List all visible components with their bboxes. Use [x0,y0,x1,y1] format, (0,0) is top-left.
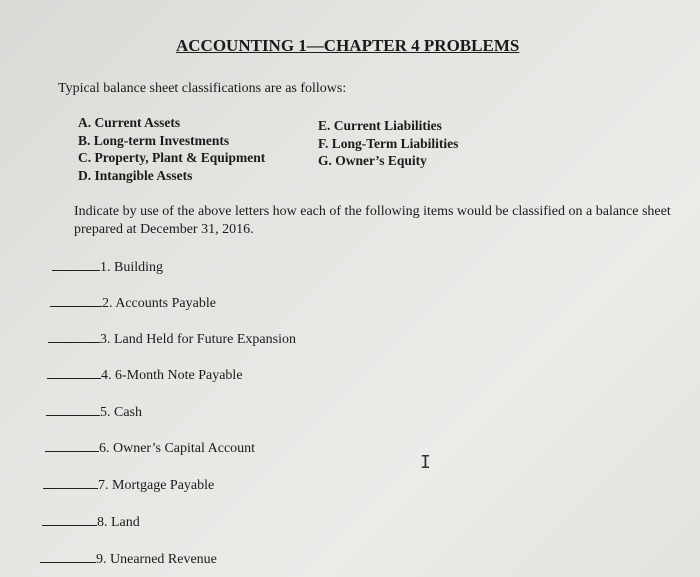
instructions-text: Indicate by use of the above letters how each of the following items would be classified on a balance sheet prepared at December 31, 2016. [74,204,671,237]
answer-blank[interactable] [40,548,96,563]
answer-blank[interactable] [45,437,99,452]
item-mortgage-payable [43,474,214,494]
item-land [42,511,140,531]
classification-b: B. Long-term Investments [78,132,230,148]
item-label: 2. Accounts Payable [102,296,216,311]
text-cursor-icon: I [420,452,431,473]
item-label: 8. Land [97,515,140,530]
answer-blank[interactable] [43,474,98,489]
item-label: 7. Mortgage Payable [98,478,215,493]
page-title: ACCOUNTING 1—CHAPTER 4 PROBLEMS [176,36,520,55]
item-unearned-revenue [40,548,217,568]
classification-e: E. Current Liabilities [318,118,442,133]
item-label: 1. Building [100,260,164,275]
answer-blank[interactable] [52,256,100,271]
classifications-right [318,117,458,170]
item-label: 3. Land Held for Future Expansion [100,332,296,347]
classification-d: D. Intangible Assets [78,167,193,183]
item-label: 6. Owner’s Capital Account [99,441,256,456]
answer-blank[interactable] [42,511,97,526]
item-accounts-payable [50,292,216,312]
answer-blank[interactable] [47,364,101,379]
item-owners-capital [45,437,255,457]
answer-blank[interactable] [46,401,100,416]
answer-blank[interactable] [48,328,100,343]
item-cash [46,401,142,421]
item-note-payable [47,364,243,384]
classification-f: F. Long-Term Liabilities [318,135,459,151]
item-label: 5. Cash [100,405,142,420]
classification-a: A. Current Assets [78,115,181,130]
item-label: 9. Unearned Revenue [96,552,217,567]
answer-blank[interactable] [50,292,102,307]
item-land-held [48,328,296,348]
intro-text: Typical balance sheet classifications are as follows: [58,81,347,96]
classifications-left [78,114,265,184]
item-building [52,256,163,276]
classification-g: G. Owner’s Equity [318,153,427,168]
classification-c: C. Property, Plant & Equipment [78,150,266,165]
item-label: 4. 6-Month Note Payable [101,368,243,383]
